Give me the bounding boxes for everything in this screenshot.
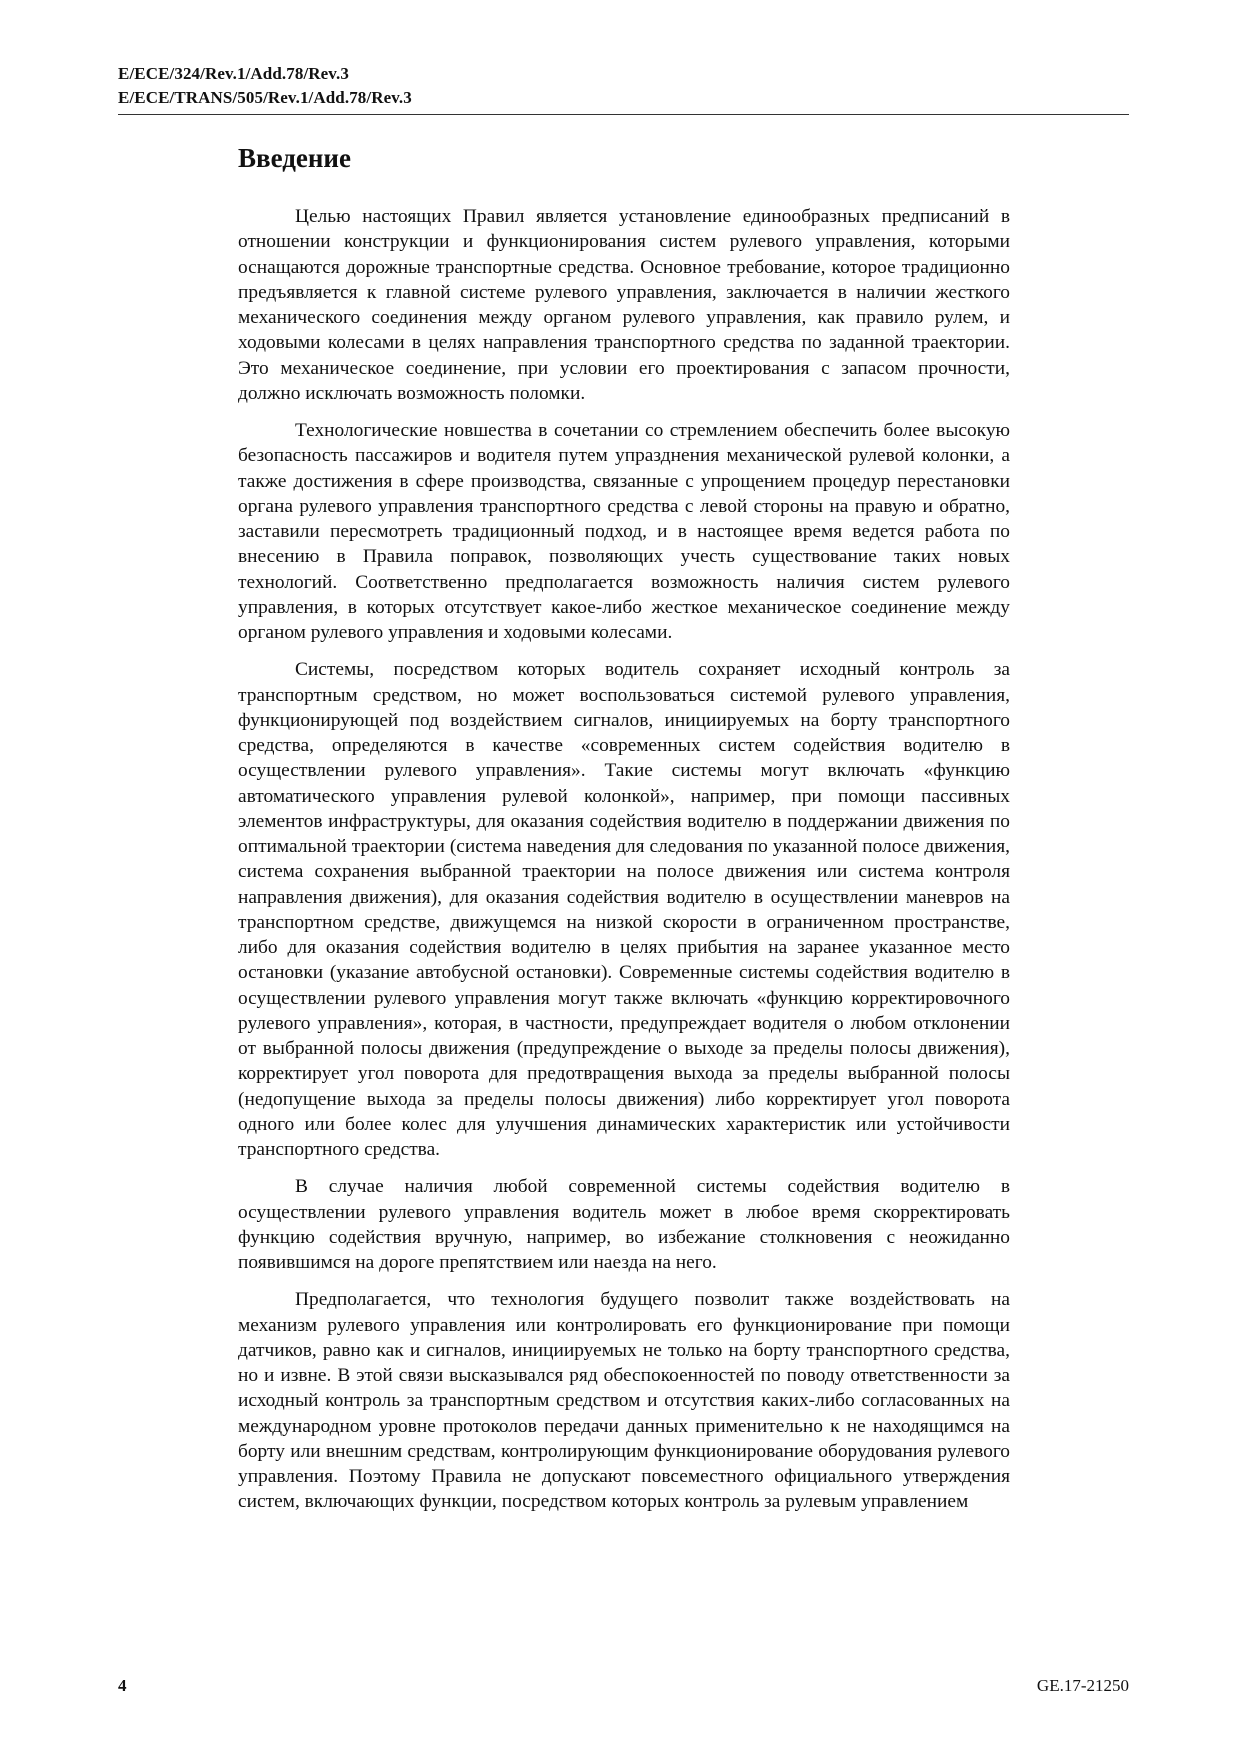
page-number: 4 [118,1676,127,1695]
document-header [118,62,1129,115]
job-number: GE.17-21250 [1036,1676,1129,1695]
paragraph-3: Системы, посредством которых водитель сохраняет исходный контроль за транспортным средством, но может воспользоваться системой рулевого управления, функционирующей под воздействием сигналов, инициируемых на борту транспортного средства, определяются в качестве «современных систем содействия водителю в осуществлении рулевого управления». Такие системы могут включать «функцию автоматического управления рулевой колонкой», например, при помощи пассивных элементов инфраструктуры, для оказания содействия водителю в поддержании движения по оптимальной траектории (система наведения для следования по указанной полосе движения, система сохранения выбранной траектории на полосе движения или система контроля направления движения), для оказания содействия водителю в осуществлении маневров на транспортном средстве, движущемся на низкой скорости в ограниченном пространстве, либо для оказания содействия водителю в целях прибытия на заранее указанное место остановки (указание автобусной остановки). Современные системы содействия водителю в осуществлении рулевого управления могут также включать «функцию корректировочного рулевого управления», которая, в частности, предупреждает водителя о любом отклонении от выбранной полосы движения (предупреждение о выходе за пределы полосы движения), корректирует угол поворота для предотвращения выхода за пределы выбранной полосы (недопущение выхода за пределы полосы движения) либо корректирует угол поворота одного или более колес для улучшения динамических характеристик или устойчивости транспортного средства. [238,659,1010,1160]
paragraph-1: Целью настоящих Правил является установление единообразных предписаний в отношении конструкции и функционирования систем рулевого управления, которыми оснащаются дорожные транспортные средства. Основное требование, которое традиционно предъявляется к главной системе рулевого управления, заключается в наличии жесткого механического соединения между органом рулевого управления, как правило рулем, и ходовыми колесами в целях направления транспортного средства по заданной траектории. Это механическое соединение, при условии его проектирования с запасом прочности, должно исключать возможность поломки. [238,206,1010,404]
paragraph-2: Технологические новшества в сочетании со стремлением обеспечить более высокую безопасность пассажиров и водителя путем упразднения механической рулевой колонки, а также достижения в сфере производства, связанные с упрощением процедур перестановки органа рулевого управления транспортного средства с левой стороны на правую и обратно, заставили пересмотреть традиционный подход, и в настоящее время ведется работа по внесению в Правила поправок, позволяющих учесть существование таких новых технологий. Соответственно предполагается возможность наличия систем рулевого управления, в которых отсутствует какое-либо жесткое механическое соединение между органом рулевого управления и ходовыми колесами. [238,420,1010,643]
document-footer [118,1675,1129,1701]
document-symbol-line-1: E/ECE/324/Rev.1/Add.78/Rev.3 [118,64,349,83]
paragraph-4: В случае наличия любой современной системы содействия водителю в осуществлении рулевого управления водитель может в любое время скорректировать функцию содействия вручную, например, во избежание столкновения с неожиданно появившимся на дороге препятствием или наезда на него. [238,1176,1010,1273]
section-title: Введение [238,143,351,173]
document-symbol-line-2: E/ECE/TRANS/505/Rev.1/Add.78/Rev.3 [118,88,412,107]
document-body [238,140,1010,1527]
paragraph-5: Предполагается, что технология будущего позволит также воздействовать на механизм рулевого управления или контролировать его функционирование при помощи датчиков, равно как и сигналов, инициируемых не только на борту транспортного средства, но и извне. В этой связи высказывался ряд обеспокоенностей по поводу ответственности за исходный контроль за транспортным средством и отсутствия каких-либо согласованных на международном уровне протоколов передачи данных применительно к не находящимся на борту или внешним средствам, контролирующим функционирование оборудования рулевого управления. Поэтому Правила не допускают повсеместного официального утверждения систем, включающих функции, посредством которых контроль за рулевым управлением [238,1289,1010,1513]
